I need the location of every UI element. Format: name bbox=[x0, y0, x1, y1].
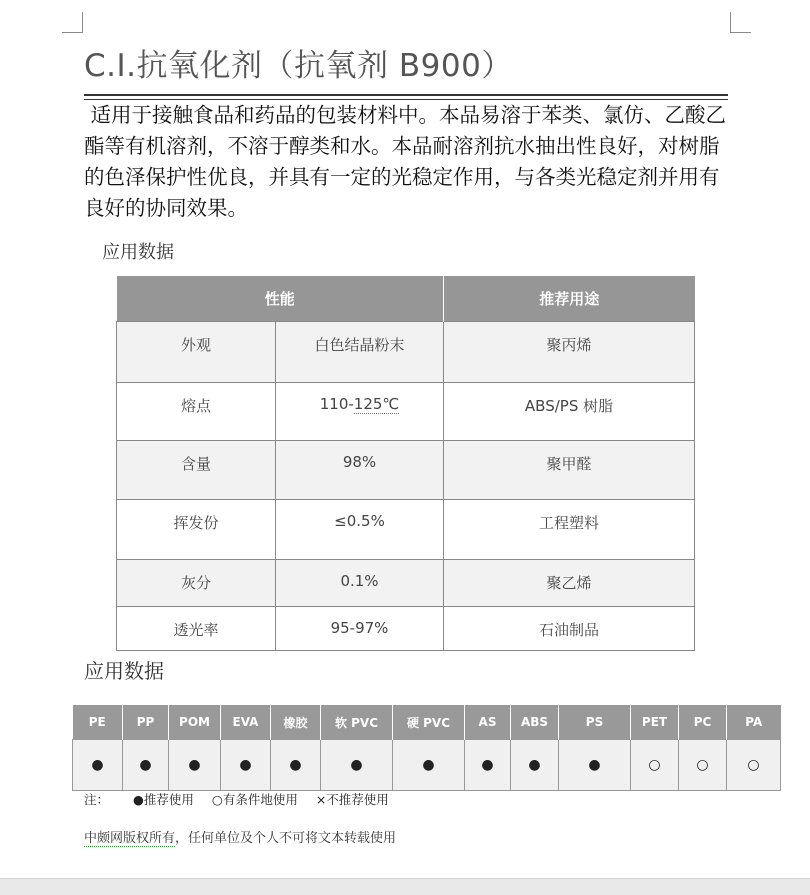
application-header-row bbox=[73, 705, 781, 740]
property-value: 0.1% bbox=[276, 560, 444, 607]
material-header: 橡胶 bbox=[271, 705, 321, 740]
usage-mark: ○ bbox=[631, 740, 679, 791]
property-name: 外观 bbox=[117, 322, 276, 383]
usage-mark: ● bbox=[73, 740, 123, 791]
legend-conditional: ○有条件地使用 bbox=[211, 792, 298, 807]
crop-mark-top-right bbox=[730, 12, 751, 33]
table-row bbox=[117, 441, 695, 500]
property-name: 透光率 bbox=[117, 607, 276, 651]
page-bottom-edge bbox=[0, 878, 810, 895]
table-row bbox=[117, 560, 695, 607]
usage-mark: ● bbox=[465, 740, 511, 791]
usage-mark: ● bbox=[271, 740, 321, 791]
table-row bbox=[117, 607, 695, 651]
intro-text: 适用于接触食品和药品的包装材料中。本品易溶于苯类、氯仿、乙酸乙酯等有机溶剂，不溶于醇类和水。本品耐溶剂抗水抽出性良好，对树脂的色泽保护性优良，并具有一定的光稳定作用，与各类光稳定剂并用有良好的协同效果。 bbox=[84, 103, 727, 220]
section-label-properties: 应用数据 bbox=[102, 242, 174, 263]
application-marks-row bbox=[73, 740, 781, 791]
recommended-use: ABS/PS 树脂 bbox=[444, 383, 695, 441]
property-value bbox=[276, 383, 444, 441]
usage-mark: ● bbox=[169, 740, 221, 791]
application-table bbox=[72, 705, 781, 791]
recommended-use: 石油制品 bbox=[444, 607, 695, 651]
usage-mark: ○ bbox=[727, 740, 781, 791]
melting-point-low: 110- bbox=[319, 395, 354, 413]
material-header: POM bbox=[169, 705, 221, 740]
property-value: 98% bbox=[276, 441, 444, 500]
melting-point-high: 125℃ bbox=[353, 395, 400, 413]
section-label-applications: 应用数据 bbox=[84, 659, 164, 683]
legend-label: 注： bbox=[84, 792, 110, 807]
legend-recommended: ●推荐使用 bbox=[133, 792, 194, 807]
usage-mark: ○ bbox=[679, 740, 727, 791]
material-header: PC bbox=[679, 705, 727, 740]
usage-mark: ● bbox=[321, 740, 393, 791]
usage-mark: ● bbox=[511, 740, 559, 791]
material-header: 软 PVC bbox=[321, 705, 393, 740]
table-row bbox=[117, 500, 695, 560]
table-row bbox=[117, 322, 695, 383]
property-value: 白色结晶粉末 bbox=[276, 322, 444, 383]
property-name: 灰分 bbox=[117, 560, 276, 607]
material-header: PE bbox=[73, 705, 123, 740]
copyright-text: ，任何单位及个人不可将文本转载使用 bbox=[175, 831, 397, 846]
crop-mark-top-left bbox=[62, 12, 83, 33]
property-name: 含量 bbox=[117, 441, 276, 500]
table-row bbox=[117, 383, 695, 441]
material-header: ABS bbox=[511, 705, 559, 740]
header-properties: 性能 bbox=[117, 276, 444, 322]
intro-paragraph bbox=[84, 100, 732, 224]
usage-mark: ● bbox=[393, 740, 465, 791]
material-header: PET bbox=[631, 705, 679, 740]
property-name: 挥发份 bbox=[117, 500, 276, 560]
usage-mark: ● bbox=[559, 740, 631, 791]
properties-table bbox=[116, 276, 695, 651]
document-title: C.I.抗氧化剂（抗氧剂 B900） bbox=[84, 48, 513, 84]
property-value: ≤0.5% bbox=[276, 500, 444, 560]
header-recommended-use: 推荐用途 bbox=[444, 276, 695, 322]
properties-header-row bbox=[117, 276, 695, 322]
recommended-use: 聚甲醛 bbox=[444, 441, 695, 500]
material-header: EVA bbox=[221, 705, 271, 740]
usage-mark: ● bbox=[221, 740, 271, 791]
material-header: 硬 PVC bbox=[393, 705, 465, 740]
recommended-use: 聚乙烯 bbox=[444, 560, 695, 607]
usage-mark: ● bbox=[123, 740, 169, 791]
recommended-use: 聚丙烯 bbox=[444, 322, 695, 383]
recommended-use: 工程塑料 bbox=[444, 500, 695, 560]
material-header: AS bbox=[465, 705, 511, 740]
material-header: PA bbox=[727, 705, 781, 740]
material-header: PS bbox=[559, 705, 631, 740]
material-header: PP bbox=[123, 705, 169, 740]
copyright-notice bbox=[84, 827, 396, 846]
legend-not-recommended: ×不推荐使用 bbox=[315, 792, 389, 807]
legend bbox=[84, 790, 403, 808]
property-name: 熔点 bbox=[117, 383, 276, 441]
property-value: 95-97% bbox=[276, 607, 444, 651]
copyright-brand: 中颇网版权所有 bbox=[84, 831, 176, 846]
